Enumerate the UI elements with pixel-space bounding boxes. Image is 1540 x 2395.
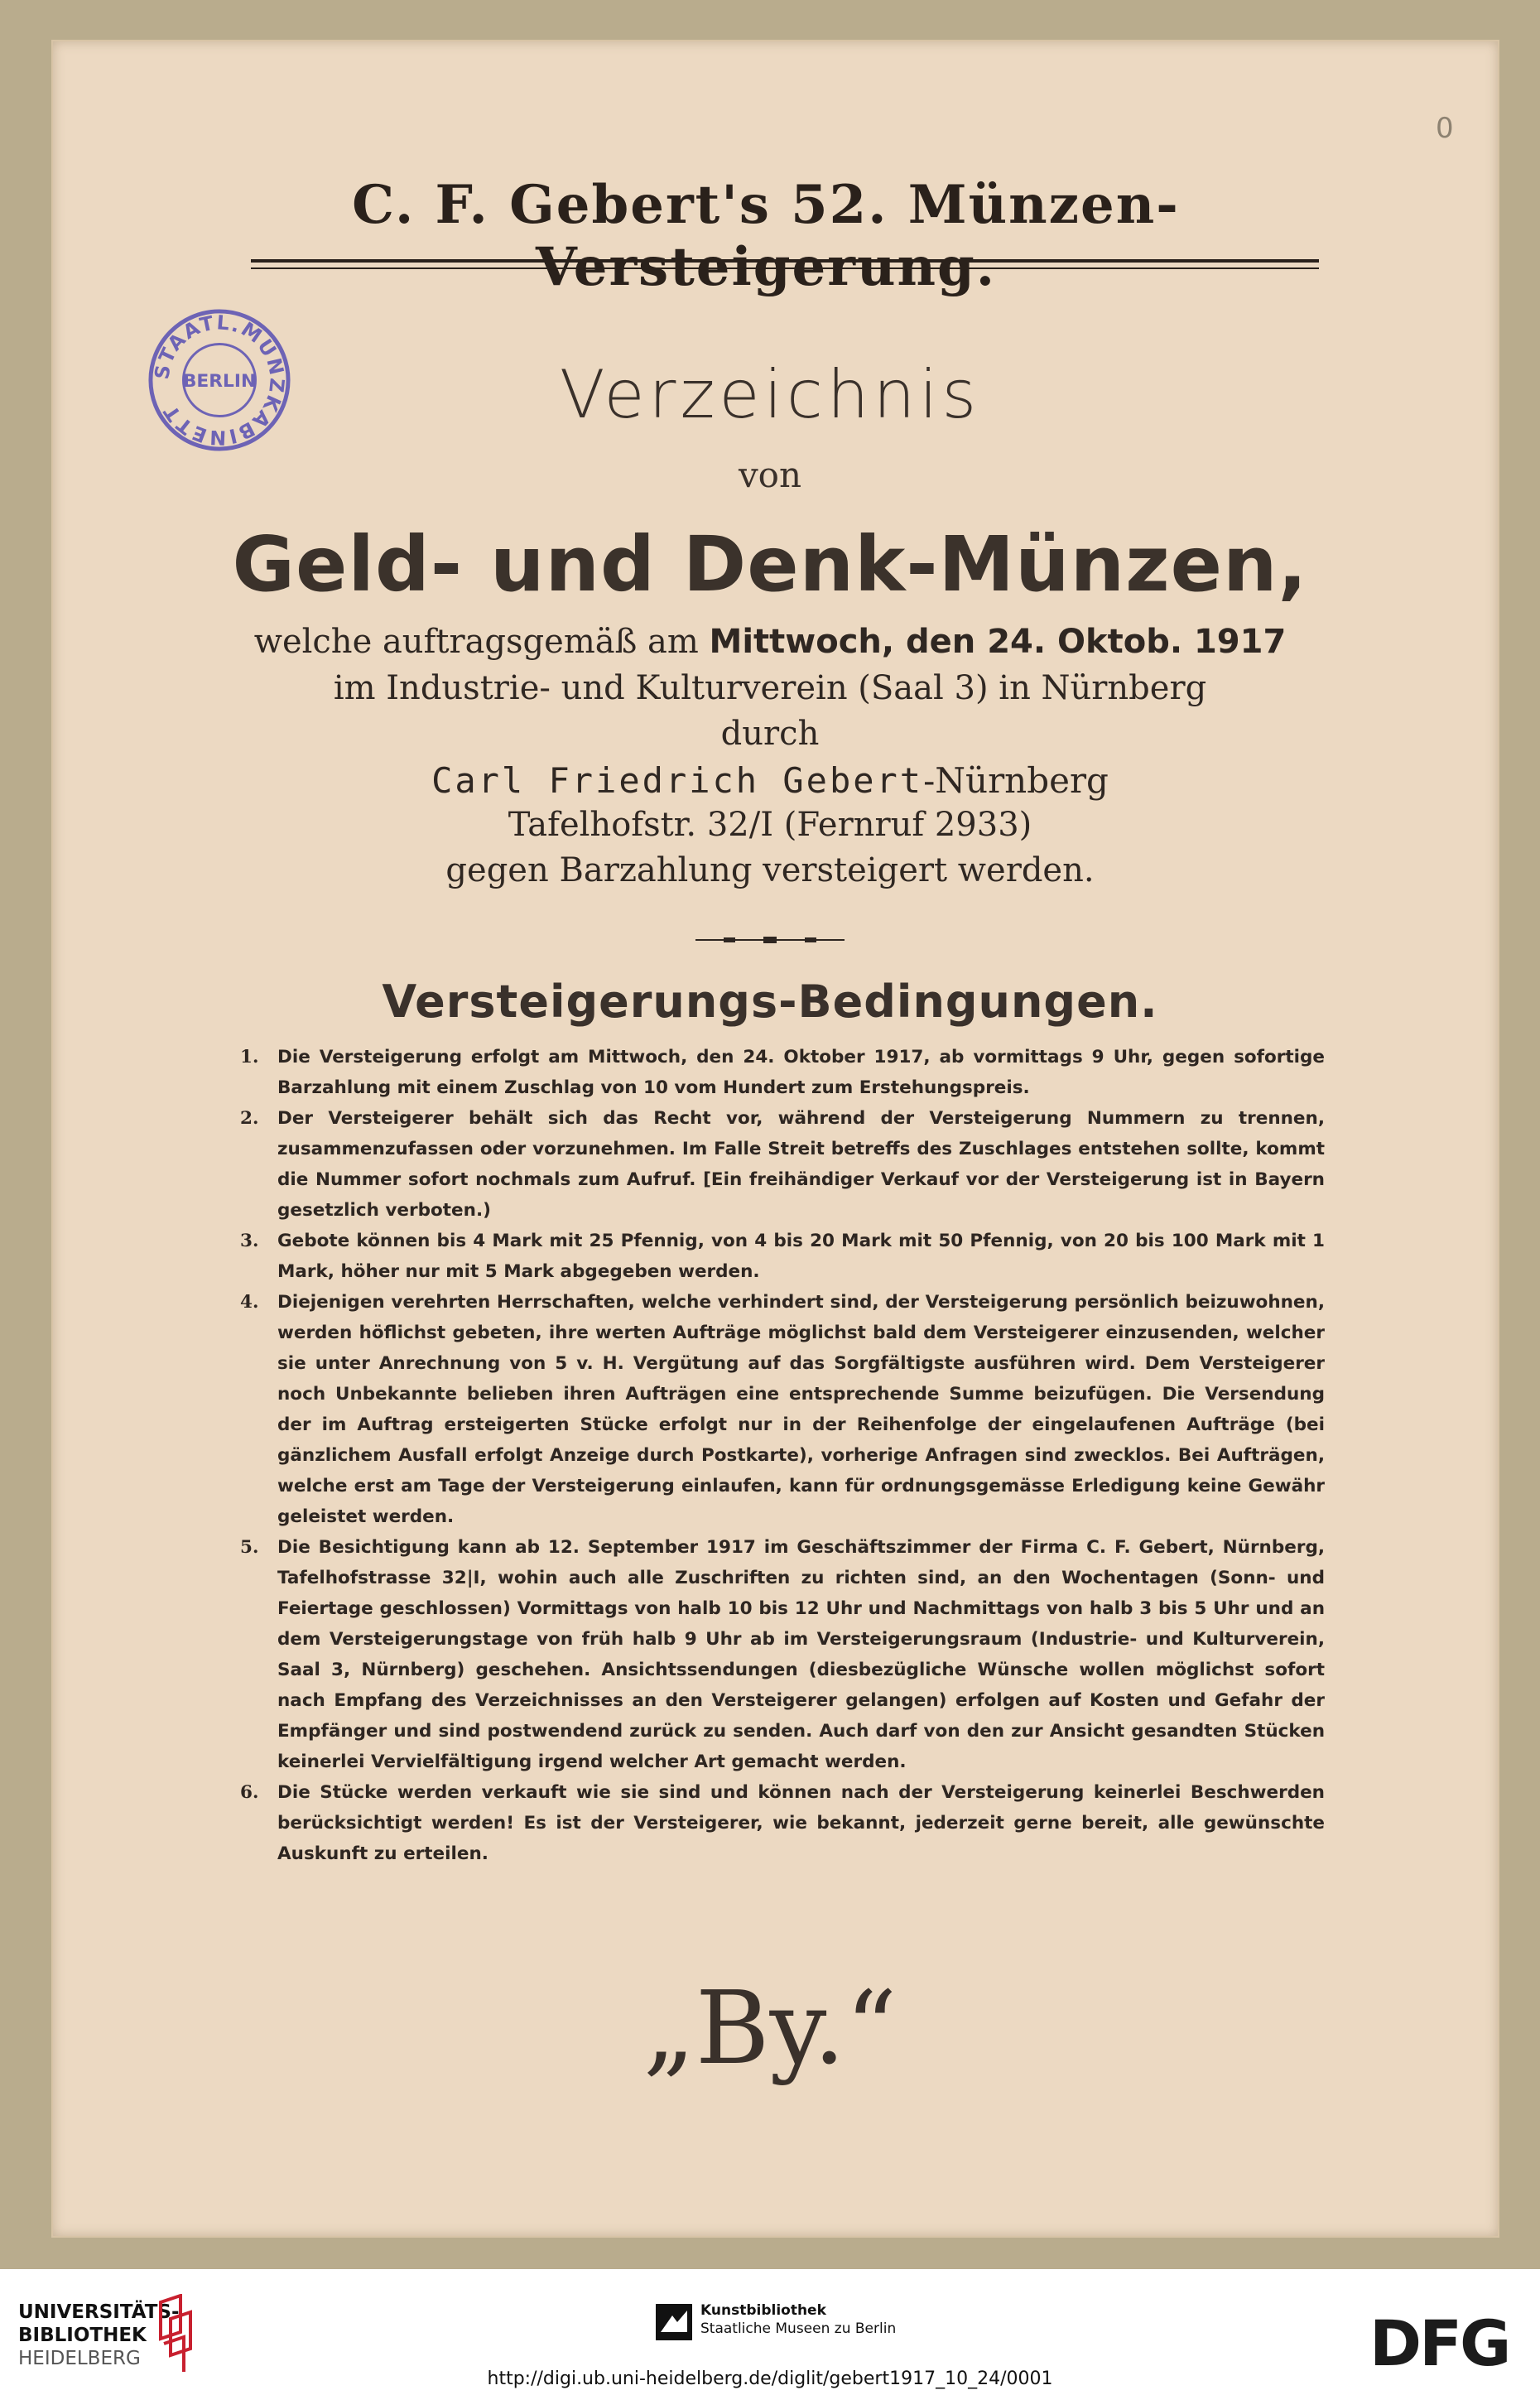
auction-date-prefix: welche auftragsgemäß am (253, 623, 710, 661)
kunstbibliothek-wordmark[interactable] (700, 2301, 896, 2338)
ub-line-3: HEIDELBERG (18, 2348, 141, 2369)
auction-header: C. F. Gebert's 52. Münzen- (352, 174, 1180, 236)
condition-number: 1. (240, 1047, 259, 1067)
condition-number: 6. (240, 1782, 259, 1803)
ornament-divider (695, 937, 845, 943)
title-main: Geld- und Denk-Münzen, (232, 520, 1308, 609)
permalink-url[interactable]: http://digi.ub.uni-heidelberg.de/diglit/gebert1917_10_24/0001 (487, 2368, 1053, 2389)
auction-date: Mittwoch, den 24. Oktob. 1917 (709, 623, 1287, 661)
condition-number: 3. (240, 1231, 259, 1251)
kb-line-2: Staatliche Museen zu Berlin (700, 2320, 897, 2337)
conditions-heading: Versteigerungs-Bedingungen. (382, 976, 1158, 1028)
condition-number: 5. (240, 1537, 259, 1558)
dfg-logo[interactable]: DFG (1369, 2306, 1509, 2380)
kb-line-1: Kunstbibliothek (700, 2302, 826, 2319)
ub-line-2: BIBLIOTHEK (18, 2325, 147, 2346)
condition-item (240, 1777, 1325, 1869)
title-verzeichnis: Verzeichnis (559, 356, 981, 433)
header-rule-thin (251, 267, 1319, 269)
pencil-mark: 0 (1436, 112, 1454, 145)
condition-text: Die Stücke werden verkauft wie sie sind und können nach der Versteigerung keinerlei Beschwerden berücksichtigt werden! Es ist der Versteigerer, wie bekannt, jederzeit gerne bereit, alle gewünschte Auskunft zu erteilen. (277, 1782, 1325, 1864)
auction-venue-line: im Industrie- und Kulturverein (Saal 3) in Nürnberg (333, 669, 1207, 707)
stamp-ring-text: STAATL.MÜNZKABINETT (150, 311, 289, 450)
ub-heidelberg-wordmark[interactable] (18, 2301, 180, 2370)
auctioneer-name: Carl Friedrich Gebert (431, 760, 924, 801)
condition-text: Die Versteigerung erfolgt am Mittwoch, den 24. Oktober 1917, ab vormittags 9 Uhr, gegen sofortige Barzahlung mit einem Zuschlag von 10 vom Hundert zum Erstehungspreis. (277, 1047, 1325, 1098)
condition-text: Diejenigen verehrten Herrschaften, welche verhindert sind, der Versteigerung persönlich beizuwohnen, werden höflichst gebeten, ihre werten Aufträge möglichst bald dem Versteigerer einzusenden, welcher sie unter Anrechnung von 5 v. H. Vergütung auf das Sorgfältigste ausführen wird. Dem Versteigerer noch Unbekannte belieben ihren Aufträgen eine entsprechende Summe beizufügen. Die Versendung der im Auftrag ersteigerten Stücke erfolgt nur in der Reihenfolge der eingelaufenen Aufträge (bei gänzlichem Ausfall erfolgt Anzeige durch Postkarte), vorherige Anfragen sind zwecklos. Bei Aufträgen, welche erst am Tage der Versteigerung einlaufen, kann für ordnungsgemässe Erledigung keine Gewähr geleistet werden. (277, 1292, 1325, 1527)
condition-item (240, 1042, 1325, 1103)
condition-number: 4. (240, 1292, 259, 1313)
condition-item (240, 1287, 1325, 1532)
condition-number: 2. (240, 1108, 259, 1129)
durch-line: durch (720, 715, 820, 753)
condition-item (240, 1532, 1325, 1777)
stamp-center-text: BERLIN (182, 370, 257, 392)
condition-text: Der Versteigerer behält sich das Recht vor, während der Versteigerung Nummern zu trennen, zusammenzufassen oder vorzunehmen. Im Falle Streit betreffs des Zuschlages entstehen sollte, kommt die Nummer sofort nochmals zum Aufruf. [Ein freihändiger Verkauf vor der Versteigerung ist in Bayern gesetzlich verboten.) (277, 1108, 1325, 1221)
auction-date-line (0, 623, 1540, 661)
payment-line: gegen Barzahlung versteigert werden. (445, 851, 1095, 889)
condition-item (240, 1226, 1325, 1287)
address-line: Tafelhofstr. 32/I (Fernruf 2933) (508, 806, 1032, 844)
kunstbibliothek-logo-icon[interactable] (656, 2304, 692, 2340)
condition-text: Die Besichtigung kann ab 12. September 1917 im Geschäftszimmer der Firma C. F. Gebert, Nürnberg, Tafelhofstrasse 32|I, wohin auch alle Zuschriften zu richten sind, an den Wochentagen (Sonn- und Feiertage geschlossen) Vormittags von halb 10 bis 12 Uhr und Nachmittags von halb 3 bis 5 Uhr und an dem Versteigerungstage von früh halb 9 Uhr ab im Versteigerungsraum (Industrie- und Kulturverein, Saal 3, Nürnberg) geschehen. Ansichtssendungen (diesbezügliche Wünsche wollen möglichst sofort nach Empfang des Verzeichnisses an den Versteigerer gelangen) erfolgen auf Kosten und Gefahr der Empfänger und sind postwendend zurück zu senden. Auch darf von den zur Ansicht gesandten Stücken keinerlei Vervielfältigung irgend welcher Art gemacht werden. (277, 1537, 1325, 1772)
ub-line-1: UNIVERSITÄTS- (18, 2301, 180, 2323)
ub-heidelberg-logo-icon[interactable] (157, 2294, 195, 2373)
header-rule-thick (251, 259, 1319, 263)
title-von: von (738, 455, 802, 495)
condition-item (240, 1103, 1325, 1226)
conditions-list (240, 1042, 1325, 1869)
by-mark: „By.“ (642, 1969, 898, 2087)
auctioneer-city: -Nürnberg (923, 760, 1109, 801)
condition-text: Gebote können bis 4 Mark mit 25 Pfennig, von 4 bis 20 Mark mit 50 Pfennig, von 20 bis 100 Mark mit 1 Mark, höher nur mit 5 Mark abgegeben werden. (277, 1231, 1325, 1282)
auctioneer-line (0, 760, 1540, 801)
